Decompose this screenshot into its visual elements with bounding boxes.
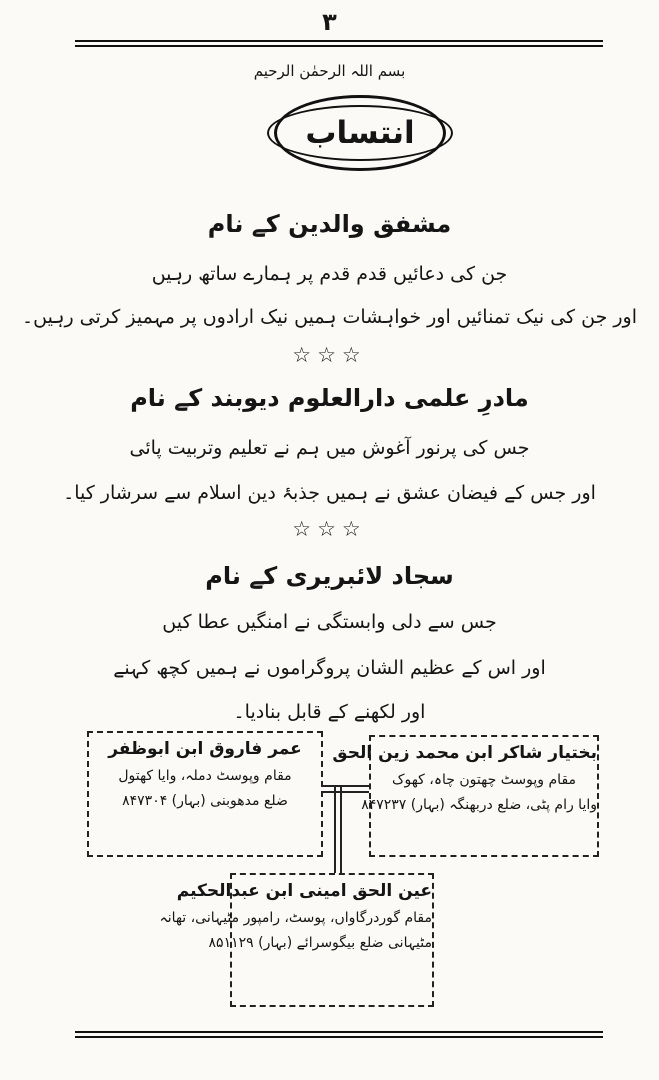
dedication-line: اور جن کی نیک تمنائیں اور خواہشات ہمیں نیک ارادوں پر مہمیز کرتی رہیں۔ [21,306,637,328]
dedication-line: اور لکھنے کے قابل بنادیا۔ [233,701,426,723]
dedication-line: جس سے دلی وابستگی نے امنگیں عطا کیں [162,611,497,633]
bottom-rule [75,1031,603,1033]
star-separator: ☆☆☆ [292,517,367,541]
bismillah: بسم اللہ الرحمٰن الرحیم [253,62,406,80]
star-separator: ☆☆☆ [292,343,367,367]
dedication-line: اور جس کے فیضان عشق نے ہمیں جذبۂ دین اسلام سے سرشار کیا۔ [63,482,596,504]
dedication-line: جس کی پرنور آغوش میں ہم نے تعلیم وتربیت پائی [129,437,530,459]
contact-address: مٹیہانی ضلع بیگوسرائے (بہار) ۸۵۱۱۲۹ [208,935,432,951]
page-number: ۳ [322,8,337,36]
contact-box-right [332,735,599,857]
title-ornament-frame [274,95,446,171]
connector-line [319,785,369,787]
dedication-heading-library: سجاد لائبریری کے نام [205,562,454,590]
contact-address: مقام وپوسٹ دملہ، وایا کھتول [118,768,292,784]
dedication-line: اور اس کے عظیم الشان پروگراموں نے ہمیں کچھ کہنے [113,657,546,679]
dedication-heading-parents: مشفق والدین کے نام [207,210,452,238]
top-rule-inner [75,45,603,47]
contact-box-left [87,731,323,857]
contact-address: وایا رام پٹی، ضلع دربھنگہ (بہار) ۸۴۷۲۳۷ [361,797,597,813]
contact-name: عین الحق امینی ابن عبدالحکیم [176,881,432,901]
connector-line [319,791,369,793]
page-title: انتساب [305,115,415,151]
bottom-rule-inner [75,1036,603,1038]
connector-line [334,785,336,873]
dedication-line: جن کی دعائیں قدم قدم پر ہمارے ساتھ رہیں [151,263,508,285]
contact-address: ضلع مدھوبنی (بہار) ۸۴۷۳۰۴ [122,793,288,809]
contact-name: بختیار شاکر ابن محمد زین الحق [332,743,597,763]
dedication-heading-alma-mater: مادرِ علمی دارالعلوم دیوبند کے نام [130,384,529,412]
contact-name: عمر فاروق ابن ابوظفر [108,739,302,759]
top-rule [75,40,603,42]
contact-address: مقام وپوسٹ چھتون چاہ، کھوک [391,772,577,788]
connector-line [340,785,342,873]
contact-box-bottom [159,873,434,1007]
contact-address: مقام گوردرگاواں، پوسٹ، رامپور مٹیہانی، تھانہ [159,910,432,926]
